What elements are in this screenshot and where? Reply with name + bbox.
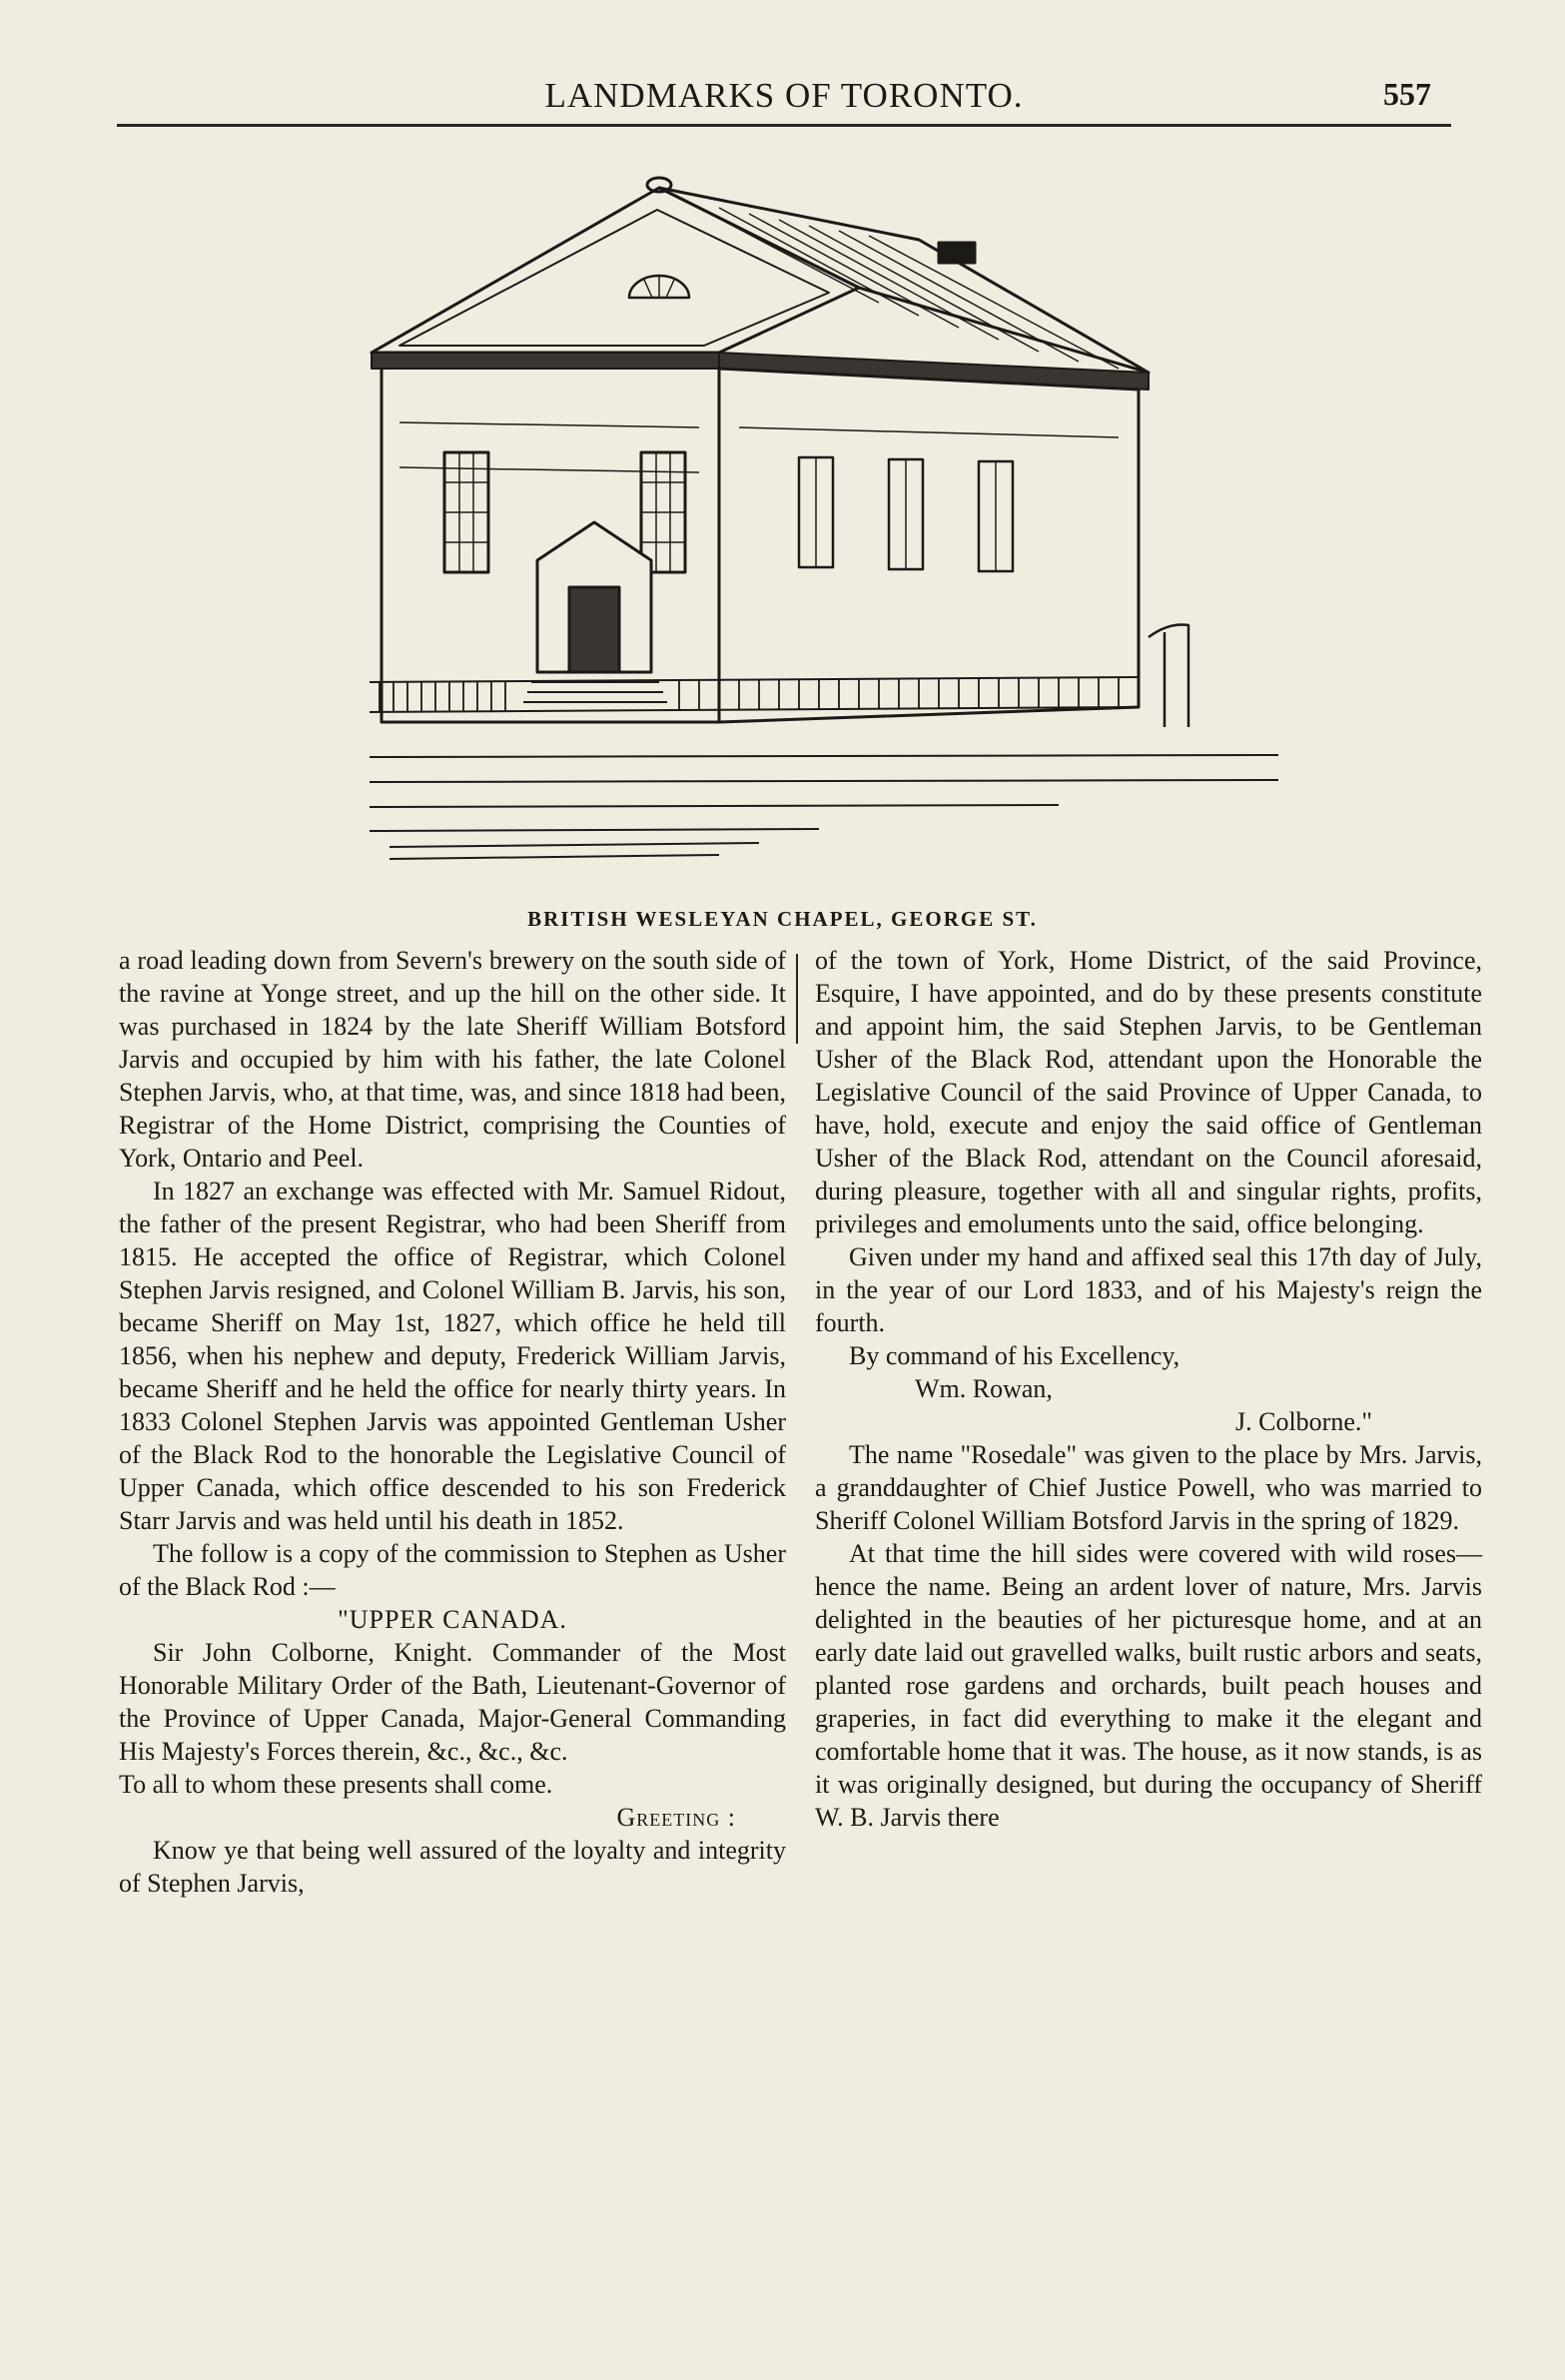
chapel-ground-lines	[370, 755, 1278, 859]
signature-colborne: J. Colborne."	[1235, 1407, 1372, 1436]
signature-rowan: Wm. Rowan,	[915, 1374, 1053, 1403]
right-column	[815, 944, 1482, 1834]
page-header	[117, 76, 1451, 126]
right-paragraph-2: Given under my hand and affixed seal this 17th day of July, in the year of our Lord 1833, and of his Majesty's reign the fourth.	[815, 1242, 1482, 1337]
left-paragraph-6: Know ye that being well assured of the loyalty and integrity of Stephen Jarvis,	[119, 1836, 786, 1898]
running-title: LANDMARKS OF TORONTO.	[544, 76, 1024, 115]
chapel-door	[569, 587, 619, 672]
chapel-front-window-right	[641, 452, 685, 572]
chapel-fence	[370, 677, 1139, 712]
chapel-steps	[523, 682, 667, 702]
header-rule	[117, 124, 1451, 127]
page-number: 557	[1383, 76, 1431, 112]
left-paragraph-5: To all to whom these presents shall come.	[119, 1770, 553, 1799]
chapel-side-wall	[719, 369, 1139, 722]
left-paragraph-1: a road leading down from Severn's brewery on the south side of the ravine at Yonge street, and up the hill on the other side. It was purchased in 1824 by the late Sheriff William Botsford Jarvis and occupied by him with his father, the late Colonel Stephen Jarvis, who, at that time, was, and since 1818 had been, Registrar of the Home District, comprising the Counties of York, Ontario and Peel.	[119, 946, 786, 1173]
left-paragraph-2: In 1827 an exchange was effected with Mr. Samuel Ridout, the father of the present Registrar, who had been Sheriff from 1815. He accepted the office of Registrar, which Colonel Stephen Jarvis resigned, and Colonel William B. Jarvis, his son, became Sheriff on May 1st, 1827, which office he held till 1856, when his nephew and deputy, Frederick William Jarvis, became Sheriff and he held the office for nearly thirty years. In 1833 Colonel Stephen Jarvis was appointed Gentleman Usher of the Black Rod to the honorable the Legislative Council of Upper Canada, which office descended to his son Frederick Starr Jarvis and was held until his death in 1852.	[119, 1177, 786, 1535]
right-paragraph-7: At that time the hill sides were covered with wild roses—hence the name. Being an ardent lover of nature, Mrs. Jarvis delighted in the beauties of her picturesque home, and at an early date laid out gravelled walks, built rustic arbors and seats, planted rose gardens and orchards, built peach houses and graperies, in fact did everything to make it the elegant and comfortable home that it was. The house, as it now stands, is as it was originally designed, but during the occupancy of Sheriff W. B. Jarvis there	[815, 1539, 1482, 1832]
chapel-gate-post	[1149, 625, 1188, 728]
left-paragraph-4: Sir John Colborne, Knight. Commander of the Most Honorable Military Order of the Bath, Lieutenant-Governor of the Province of Upper Canada, Major-General Commanding His Majesty's Forces therein, &c., &c., &c.	[119, 1638, 786, 1766]
commission-heading: "UPPER CANADA.	[338, 1605, 567, 1634]
chapel-chimney	[939, 243, 975, 263]
right-paragraph-3: By command of his Excellency,	[849, 1341, 1180, 1370]
greeting-line: Greeting :	[616, 1803, 736, 1832]
figure-caption: BRITISH WESLEYAN CHAPEL, GEORGE ST.	[527, 907, 1038, 931]
column-divider	[796, 954, 798, 1044]
left-column	[119, 944, 786, 1900]
chapel-illustration	[360, 168, 1288, 887]
left-paragraph-3: The follow is a copy of the commission to Stephen as Usher of the Black Rod :—	[119, 1539, 786, 1601]
chapel-side-windows	[799, 457, 1013, 571]
right-paragraph-1: of the town of York, Home District, of the said Province, Esquire, I have appointed, and do by these presents constitute and appoint him, the said Stephen Jarvis, to be Gentleman Usher of the Black Rod, attendant upon the Honorable the Legislative Council of the said Province of Upper Canada, to have, hold, execute and enjoy the said office of Gentleman Usher of the Black Rod, attendant on the Council aforesaid, during pleasure, together with all and singular rights, profits, privileges and emoluments unto the said, office belonging.	[815, 946, 1482, 1238]
chapel-front-window-left	[444, 452, 488, 572]
chapel-cornice	[372, 353, 719, 369]
right-paragraph-6: The name "Rosedale" was given to the place by Mrs. Jarvis, a granddaughter of Chief Justice Powell, who was married to Sheriff Colonel William Botsford Jarvis in the spring of 1829.	[815, 1440, 1482, 1535]
